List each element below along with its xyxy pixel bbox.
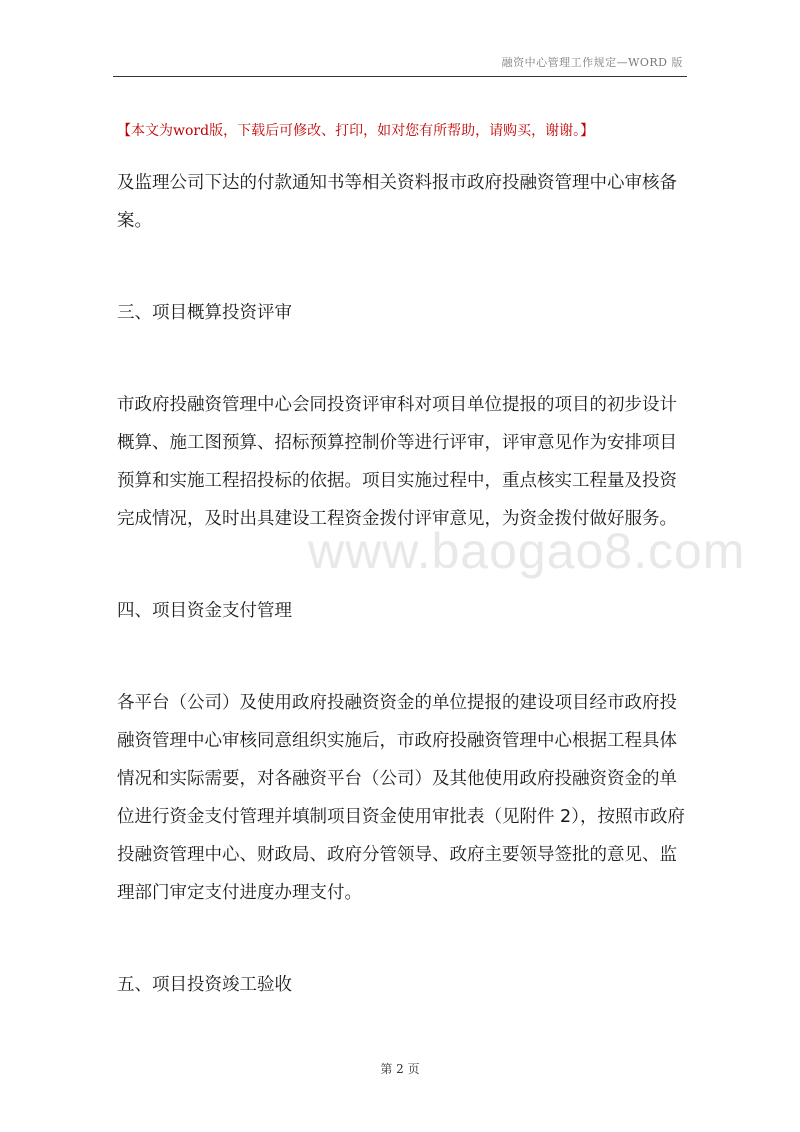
spacer (117, 332, 689, 386)
section-heading-5: 五、项目投资竣工验收 (117, 975, 292, 995)
spacer (117, 912, 689, 966)
paragraph-payment: 各平台（公司）及使用政府投融资资金的单位提报的建设项目经市政府投融资管理中心审核同意组织实施后，市政府投融资管理中心根据工程具体情况和实际需要，对各融资平台（公司）及其他使用政府投融资资金的单位进行资金支付管理并填制项目资金使用审批表（见附件 2），按照市政府投融资管理中心、财政局、政府分管领导、政府主要领导签批的意见、监理部门审定支付进度办理支付。 (117, 693, 685, 903)
download-notice: 【本文为word版，下载后可修改、打印，如对您有所帮助，请购买，谢谢。】 (117, 123, 595, 139)
running-header: 融资中心管理工作规定—WORD 版 (501, 56, 683, 69)
spacer (117, 538, 689, 592)
document-body (117, 164, 689, 1004)
section-heading-3: 三、项目概算投资评审 (117, 303, 292, 323)
spacer (117, 630, 689, 684)
header-divider (113, 76, 687, 77)
paragraph-review: 市政府投融资管理中心会同投资评审科对项目单位提报的项目的初步设计概算、施工图预算、招标预算控制价等进行评审，评审意见作为安排项目预算和实施工程招投标的依据。项目实施过程中，重点核实工程量及投资完成情况，及时出具建设工程资金拨付评审意见，为资金拨付做好服务。 (117, 395, 677, 529)
spacer (117, 240, 689, 294)
page-number: 第 2 页 (380, 1062, 420, 1076)
section-heading-4: 四、项目资金支付管理 (117, 601, 292, 621)
paragraph-continuation: 及监理公司下达的付款通知书等相关资料报市政府投融资管理中心审核备案。 (117, 173, 677, 231)
watermark: www.baogao8.com (308, 523, 746, 579)
